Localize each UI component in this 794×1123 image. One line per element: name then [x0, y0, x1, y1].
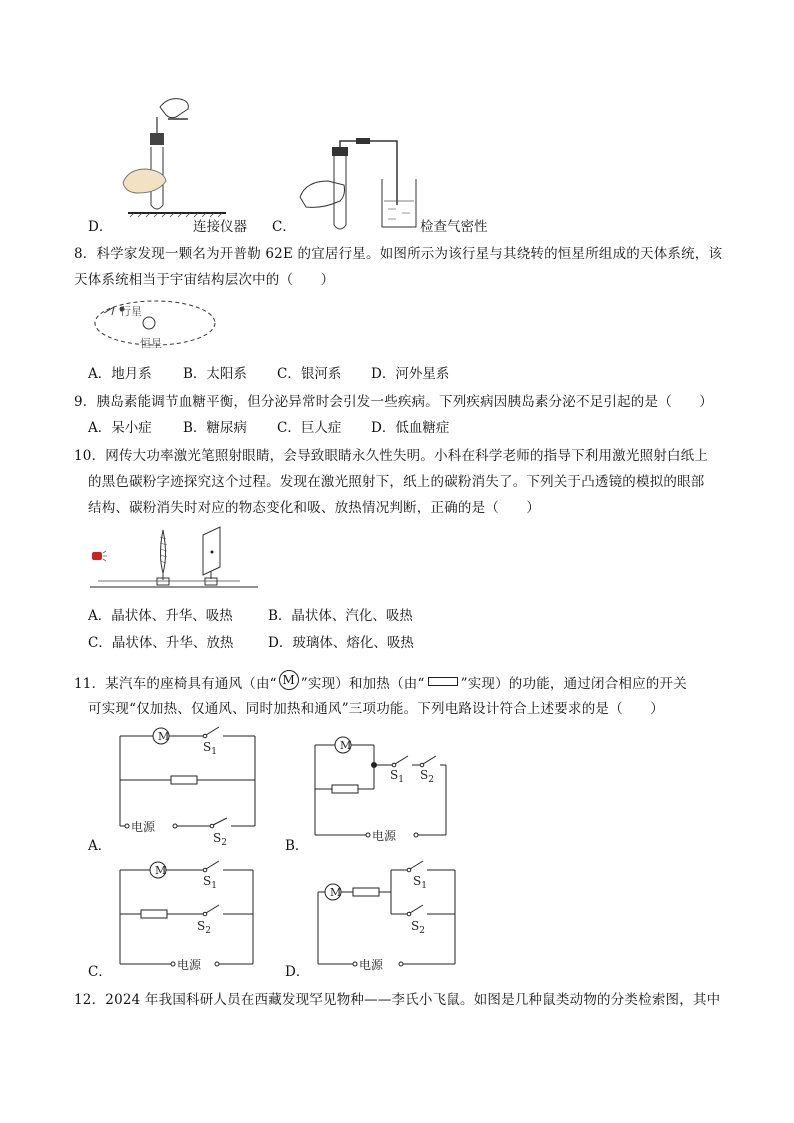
switch-s1-label: S [203, 740, 212, 754]
q8-star-label: 恒星 [140, 337, 162, 350]
motor-symbol-text: M [282, 673, 296, 687]
svg-text:S1 [390, 768, 404, 785]
q11-circuit-c [115, 858, 265, 972]
q11-option-c[interactable]: C． [88, 964, 112, 980]
motor-d-label: M [330, 886, 342, 899]
q7-option-c-letter: C． [272, 219, 296, 235]
q7-option-c-caption: 检查气密性 [420, 219, 488, 235]
svg-text:S1 [413, 874, 427, 891]
q11-stem-line1 [74, 670, 687, 692]
switch-c-s1-label: S [203, 874, 212, 888]
q8-stem-line1: 8．科学家发现一颗名为开普勒 62E 的宜居行星。如图所示为该行星与其绕转的恒星所组成的天体系统，该 [74, 246, 723, 262]
q9-option-a[interactable]: A．呆小症 [88, 420, 152, 436]
switch-b-s2-subscript: 2 [428, 775, 434, 785]
q11-circuit-a [115, 724, 265, 848]
q10-option-d[interactable]: D．玻璃体、熔化、吸热 [268, 635, 414, 651]
motor-b-label: M [340, 739, 352, 752]
switch-s1-subscript: 1 [211, 747, 217, 757]
q7-option-d-letter: D． [88, 219, 113, 235]
q11-stem-line2: 可实现“仅加热、仅通风、同时加热和通风”三项功能。下列电路设计符合上述要求的是（ ） [88, 701, 664, 717]
q7-connect-apparatus-figure [118, 95, 228, 225]
resistor-symbol-icon [428, 677, 458, 686]
q12-stem-line1: 12．2024 年我国科研人员在西藏发现罕见物种——李氏小飞鼠。如图是几种鼠类动物的分类检索图，其中 [74, 992, 721, 1008]
q11-circuit-d [313, 858, 473, 972]
q10-option-a[interactable]: A．晶状体、升华、吸热 [88, 608, 233, 624]
q7-option-d-caption: 连接仪器 [193, 219, 247, 235]
q11-stem-part-a: 11．某汽车的座椅具有通风（由“ [74, 676, 277, 692]
q10-stem-line1: 10．网传大功率激光笔照射眼睛，会导致眼睛永久性失明。小科在科学老师的指导下利用激光照射白纸上 [74, 448, 709, 464]
switch-d-s2-label: S [411, 919, 420, 933]
q8-option-c[interactable]: C．银河系 [277, 366, 342, 382]
svg-text:S2 [197, 919, 211, 936]
switch-d-s1-label: S [413, 874, 422, 888]
svg-text:S2 [213, 831, 227, 848]
q9-option-c[interactable]: C．巨人症 [277, 420, 342, 436]
q10-option-c[interactable]: C．晶状体、升华、放热 [88, 635, 234, 651]
power-a-label: 电源 [131, 820, 156, 834]
q8-option-d[interactable]: D．河外星系 [371, 366, 450, 382]
q9-option-b[interactable]: B．糖尿病 [183, 420, 247, 436]
q7-airtightness-figure [292, 135, 422, 235]
q8-orbit-figure [92, 295, 222, 355]
q11-stem-part-c: ”实现）的功能，通过闭合相应的开关 [460, 676, 687, 692]
q8-planet-label: 行星 [120, 305, 142, 318]
q9-option-d[interactable]: D．低血糖症 [371, 420, 450, 436]
switch-c-s1-subscript: 1 [211, 881, 217, 891]
power-b-label: 电源 [372, 829, 397, 843]
svg-text:S1 [203, 874, 217, 891]
q11-option-a[interactable]: A． [88, 838, 112, 854]
svg-text:S1 [203, 740, 217, 757]
motor-c-label: M [155, 864, 167, 877]
switch-s2-subscript: 2 [221, 838, 227, 848]
q8-option-b[interactable]: B．太阳系 [183, 366, 247, 382]
q8-stem-line2: 天体系统相当于宇宙结构层次中的（ ） [74, 272, 335, 288]
q10-laser-figure [90, 525, 260, 595]
switch-s2-label: S [213, 831, 222, 845]
svg-text:S2 [411, 919, 425, 936]
q10-stem-line2: 的黑色碳粉字迹探究这个过程。发现在激光照射下，纸上的碳粉消失了。下列关于凸透镜的模拟的眼部 [88, 474, 705, 490]
q10-stem-line3: 结构、碳粉消失时对应的物态变化和吸、放热情况判断，正确的是（ ） [88, 500, 541, 516]
q11-stem-part-b: ”实现）和加热（由“ [300, 676, 425, 692]
q11-circuit-b [310, 733, 460, 843]
switch-b-s1-subscript: 1 [398, 775, 404, 785]
q11-option-d[interactable]: D． [285, 964, 310, 980]
svg-text:S2 [420, 768, 434, 785]
switch-b-s1-label: S [390, 768, 399, 782]
motor-symbol-icon [279, 670, 299, 690]
switch-d-s2-subscript: 2 [419, 926, 425, 936]
switch-c-s2-subscript: 2 [205, 926, 211, 936]
power-d-label: 电源 [359, 958, 384, 972]
switch-b-s2-label: S [420, 768, 429, 782]
switch-d-s1-subscript: 1 [421, 881, 427, 891]
switch-c-s2-label: S [197, 919, 206, 933]
q8-option-a[interactable]: A．地月系 [88, 366, 152, 382]
motor-a-label: M [158, 730, 170, 743]
power-c-label: 电源 [177, 958, 202, 972]
q9-stem-line1: 9．胰岛素能调节血糖平衡，但分泌异常时会引发一些疾病。下列疾病因胰岛素分泌不足引起的是（ ） [74, 394, 713, 410]
q11-option-b[interactable]: B． [285, 838, 309, 854]
q10-option-b[interactable]: B．晶状体、汽化、吸热 [268, 608, 413, 624]
